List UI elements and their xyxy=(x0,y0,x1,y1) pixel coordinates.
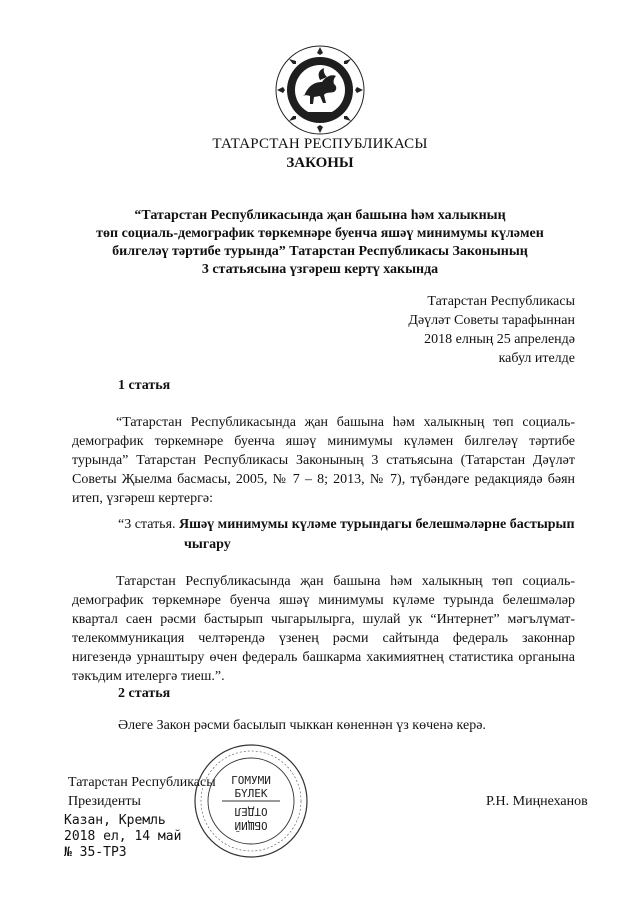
stamp-text-4: ОБЩИЙ xyxy=(234,819,268,832)
stamp-text-3: ОТДЕЛ xyxy=(234,805,268,818)
paragraph-line: телекоммуникация челтәрендә үзенең рәсми сайтында федераль законнар xyxy=(72,631,575,646)
quoted-article-heading xyxy=(118,515,578,555)
quoted-article-title-cont: чыгару xyxy=(184,537,231,552)
paragraph-line: “Татарстан Республикасында җан башына һәм халыкның төп социаль- xyxy=(116,415,575,430)
paragraph-line: тәкъдим ителергә тиеш.”. xyxy=(72,669,225,684)
law-title-line: билгеләү тәртибе турында” Татарстан Республикасы Законының xyxy=(112,244,528,259)
place-line: Казан, Кремль xyxy=(64,813,166,828)
article-1-heading: 1 статья xyxy=(118,378,171,393)
paragraph-line: турында” Татарстан Республикасы Законының 3 статьясына (Татарстан Дәүләт xyxy=(72,453,575,468)
paragraph-line: квартал саен рәсми бастырып чыгарылырга, шулай ук “Интернет” мәгълүмат- xyxy=(72,612,575,627)
article-1-text xyxy=(72,413,575,508)
article-2-text: Әлеге Закон рәсми басылып чыккан көненнән үз көченә керә. xyxy=(118,718,486,733)
paragraph-line: итеп, үзгәреш кертергә: xyxy=(72,491,213,506)
date-line: 2018 ел, 14 май xyxy=(64,829,182,844)
paragraph-line: демографик төркемнәре буенча яшәү минимумы күләмен билгеләү тәртибе xyxy=(72,434,575,449)
signatory-position-line: Президенты xyxy=(68,794,141,809)
law-title-line: “Татарстан Республикасында җан башына һәм халыкның xyxy=(134,208,506,223)
law-heading: ЗАКОНЫ xyxy=(286,155,354,171)
quoted-article-prefix: “3 статья. xyxy=(118,517,180,532)
quoted-article-text xyxy=(72,572,575,686)
law-title-line: төп социаль-демографик төркемнәре буенча яшәү минимумы күләмен xyxy=(96,226,544,241)
quoted-article-title: Яшәү минимумы күләме турындагы белешмәләрне бастырып xyxy=(179,517,575,532)
article-2-heading: 2 статья xyxy=(118,686,171,701)
official-stamp xyxy=(192,742,310,860)
adoption-line: Дәүләт Советы тарафыннан xyxy=(408,313,575,328)
adoption-line: кабул ителде xyxy=(498,351,575,366)
law-title-line: 3 статьясына үзгәреш кертү хакында xyxy=(201,262,439,277)
stamp-text-1: ГОМУМИ xyxy=(231,774,271,787)
adoption-line: 2018 елның 25 апрелендә xyxy=(424,332,575,347)
paragraph-line: Татарстан Республикасында җан башына һәм халыкның төп социаль- xyxy=(116,574,575,589)
paragraph-line: Советы Җыелма басмасы, 2005, № 7 – 8; 2013, № 7), түбәндәге редакциядә бәян xyxy=(72,472,575,487)
adoption-note xyxy=(400,292,575,368)
law-title xyxy=(80,207,560,279)
law-number-line: № 35-ТРЗ xyxy=(64,845,127,860)
adoption-line: Татарстан Республикасы xyxy=(427,294,575,309)
stamp-text-2: БҮЛЕК xyxy=(234,787,268,800)
signatory-position-line: Татарстан Республикасы xyxy=(68,775,216,790)
signatory-name: Р.Н. Миңнеханов xyxy=(486,794,588,809)
place-date-number xyxy=(64,813,181,861)
paragraph-line: нигезендә урнаштыру өчен федераль башкарма хакимиятнең статистика органына xyxy=(72,650,575,665)
tatarstan-emblem-icon xyxy=(274,44,366,136)
paragraph-line: демографик төркемнәре буенча яшәү минимумы күләме турында белешмәләр xyxy=(72,593,575,608)
republic-heading: ТАТАРСТАН РЕСПУБЛИКАСЫ xyxy=(212,136,428,152)
